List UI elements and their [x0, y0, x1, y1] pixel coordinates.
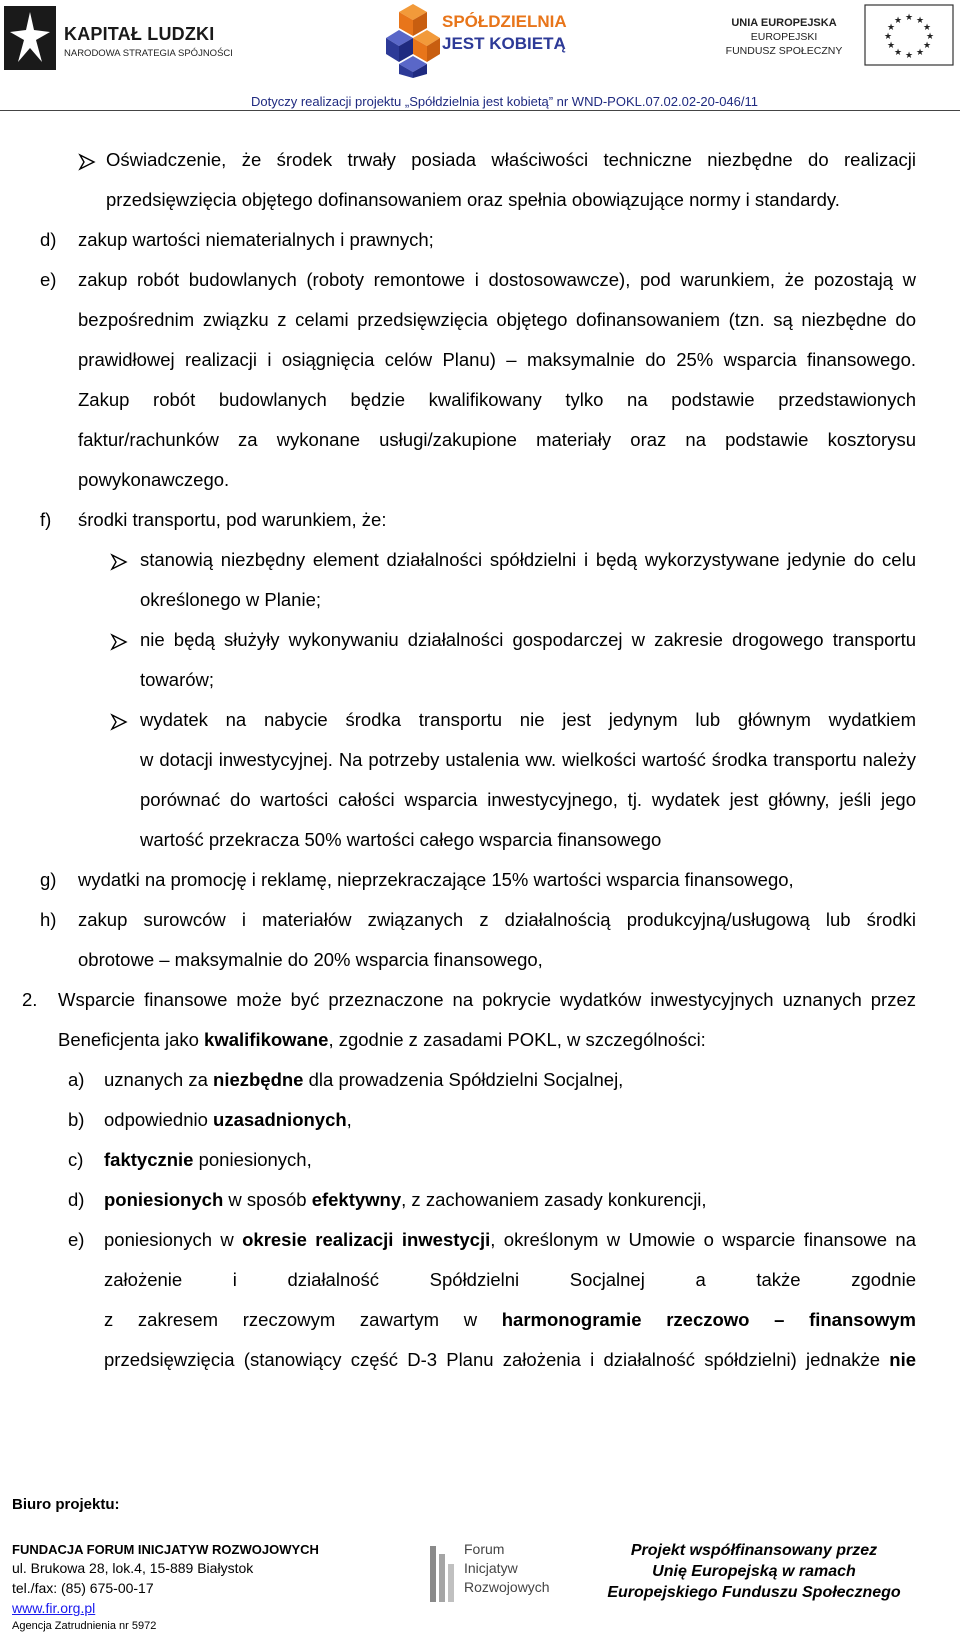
line-24-pre: uznanych za — [104, 1069, 214, 1090]
item-2b-label: b) — [68, 1109, 85, 1130]
line-27-mid: w sposób — [223, 1189, 312, 1210]
arrow-bullet-icon — [110, 553, 128, 571]
kapital-ludzki-subtitle: NARODOWA STRATEGIA SPÓJNOŚCI — [64, 48, 233, 59]
line-08: faktur/rachunków za wykonane usługi/zakupione materiały oraz na podstawie kosztorysu — [78, 429, 916, 450]
eu-flag-icon — [864, 4, 954, 66]
cofinancing-line3: Europejskiego Funduszu Społecznego — [607, 1584, 901, 1601]
spoldzielnia-cubes-icon — [386, 2, 440, 78]
fir-logo-icon — [428, 1544, 458, 1604]
line-15: wydatek na nabycie środka transportu nie jest jedynym lub głównym wydatkiem — [140, 709, 916, 730]
line-23 — [58, 1028, 706, 1052]
item-2a-label: a) — [68, 1069, 85, 1090]
item-2-label: 2. — [22, 989, 38, 1010]
item-2d-label: d) — [68, 1189, 85, 1210]
kapital-ludzki-star-icon — [4, 6, 56, 70]
item-g-label: g) — [40, 869, 57, 890]
line-31 — [104, 1348, 916, 1372]
page-footer — [0, 1496, 960, 1634]
line-10: środki transportu, pod warunkiem, że: — [78, 509, 387, 530]
spoldzielnia-title-line1: SPÓŁDZIELNIA — [442, 12, 567, 31]
line-25-bold: uzasadnionych — [213, 1109, 347, 1130]
line-30-pre: z zakresem rzeczowym zawartym w — [104, 1309, 502, 1330]
svg-text:★: ★ — [886, 22, 896, 32]
fir-line2: Inicjatyw — [464, 1560, 518, 1576]
spoldzielnia-logo — [386, 2, 586, 78]
item-f-label: f) — [40, 509, 52, 530]
footer-phone: tel./fax: (85) 675-00-17 — [12, 1580, 154, 1596]
line-19: wydatki na promocję i reklamę, nieprzekraczające 15% wartości wsparcia finansowego, — [78, 869, 794, 890]
item-h-label: h) — [40, 909, 57, 930]
eu-line1: UNIA EUROPEJSKA — [731, 17, 837, 29]
line-25-pre: odpowiednio — [104, 1109, 214, 1130]
line-24-post: dla prowadzenia Spółdzielni Socjalnej, — [303, 1069, 624, 1090]
line-23-pre: Beneficjenta jako — [58, 1029, 205, 1050]
svg-text:★: ★ — [922, 40, 932, 50]
line-17: porównać do wartości całości wsparcia inwestycyjnego, tj. wydatek jest główny, jeśli jego — [140, 789, 916, 810]
line-23-post: , zgodnie z zasadami POKL, w szczególności: — [328, 1029, 706, 1050]
item-2e-label: e) — [68, 1229, 85, 1250]
eu-text — [718, 16, 850, 58]
line-16: w dotacji inwestycyjnej. Na potrzeby ustalenia ww. wielkości wartość środka transportu należy — [140, 749, 916, 770]
line-26 — [104, 1148, 312, 1172]
line-26-bold: faktycznie — [104, 1149, 194, 1170]
cofinancing-line2: Unię Europejską w ramach — [652, 1563, 856, 1580]
svg-text:★: ★ — [915, 15, 925, 25]
line-27-bold: poniesionych — [104, 1189, 224, 1210]
line-03: zakup wartości niematerialnych i prawnych; — [78, 229, 434, 250]
line-28 — [104, 1228, 916, 1252]
svg-text:★: ★ — [893, 47, 903, 57]
cofinancing-line1: Projekt współfinansowany przez — [630, 1542, 878, 1559]
fir-logo-text — [464, 1540, 550, 1597]
item-2c-label: c) — [68, 1149, 84, 1170]
footer-website-link[interactable]: www.fir.org.pl — [12, 1600, 96, 1616]
page-header — [0, 0, 960, 110]
line-25 — [104, 1108, 352, 1132]
eu-line2: EUROPEJSKI — [750, 31, 818, 43]
kapital-ludzki-title: KAPITAŁ LUDZKI — [64, 24, 215, 44]
svg-text:★: ★ — [925, 31, 935, 41]
line-24 — [104, 1068, 623, 1092]
line-07: Zakup robót budowlanych będzie kwalifikowany tylko na podstawie przedstawionych — [78, 389, 916, 410]
line-31-pre: przedsięwzięcia (stanowiący część D-3 Planu założenia i działalność spółdzielni) jednakże — [104, 1349, 890, 1370]
line-14: towarów; — [140, 669, 215, 690]
eu-logo — [718, 4, 958, 70]
svg-text:★: ★ — [915, 47, 925, 57]
line-28-pre: poniesionych w — [104, 1229, 243, 1250]
footer-address: ul. Brukowa 28, lok.4, 15-889 Białystok — [12, 1560, 254, 1576]
project-reference: Dotyczy realizacji projektu „Spółdzielnia jest kobietą” nr WND-POKL.07.02.02-20-046/11 — [251, 94, 758, 109]
line-01: Oświadczenie, że środek trwały posiada właściwości techniczne niezbędne do realizacji — [106, 149, 916, 170]
footer-agency-number: Agencja Zatrudnienia nr 5972 — [12, 1620, 157, 1632]
fir-logo — [428, 1540, 568, 1610]
line-11: stanowią niezbędny element działalności spółdzielni i będą wykorzystywane jedynie do celu — [140, 549, 916, 570]
line-28-bold: okresie realizacji inwestycji — [242, 1229, 491, 1250]
footer-title: Biuro projektu: — [12, 1496, 120, 1513]
svg-text:★: ★ — [883, 31, 893, 41]
svg-text:★: ★ — [886, 40, 896, 50]
kapital-ludzki-logo — [4, 6, 233, 70]
line-23-bold: kwalifikowane — [204, 1029, 329, 1050]
line-18: wartość przekracza 50% wartości całego wsparcia finansowego — [140, 829, 662, 850]
svg-text:★: ★ — [893, 15, 903, 25]
line-27-post: , z zachowaniem zasady konkurencji, — [401, 1189, 707, 1210]
line-12: określonego w Planie; — [140, 589, 321, 610]
line-26-post: poniesionych, — [193, 1149, 312, 1170]
line-20: zakup surowców i materiałów związanych z działalnością produkcyjną/usługową lub środki — [78, 909, 916, 930]
line-21: obrotowe – maksymalnie do 20% wsparcia finansowego, — [78, 949, 543, 970]
line-09: powykonawczego. — [78, 469, 230, 490]
line-02: przedsięwzięcia objętego dofinansowaniem oraz spełnia obowiązujące normy i standardy. — [106, 189, 840, 210]
line-13: nie będą służyły wykonywaniu działalności gospodarczej w zakresie drogowego transportu — [140, 629, 916, 650]
line-27 — [104, 1188, 707, 1212]
line-24-bold: niezbędne — [213, 1069, 304, 1090]
fir-line3: Rozwojowych — [464, 1579, 550, 1595]
svg-text:★: ★ — [922, 22, 932, 32]
svg-text:★: ★ — [904, 12, 914, 22]
item-e-label: e) — [40, 269, 57, 290]
fir-line1: Forum — [464, 1541, 505, 1557]
line-30 — [104, 1308, 916, 1332]
line-25-post: , — [346, 1109, 352, 1130]
line-22: Wsparcie finansowe może być przeznaczone na pokrycie wydatków inwestycyjnych uznanych przez — [58, 989, 916, 1010]
line-28-post: , określonym w Umowie o wsparcie finansowe na — [490, 1229, 916, 1250]
footer-organization: FUNDACJA FORUM INICJATYW ROZWOJOWYCH — [12, 1542, 319, 1557]
line-05: bezpośrednim związku z celami przedsięwzięcia objętego dofinansowaniem (tzn. są niezbędne do — [78, 309, 916, 330]
svg-text:★: ★ — [904, 50, 914, 60]
arrow-bullet-icon — [110, 713, 128, 731]
header-divider — [0, 110, 960, 111]
line-31-bold: nie — [889, 1349, 916, 1370]
spoldzielnia-title-line2: JEST KOBIETĄ — [442, 34, 566, 53]
line-06: prawidłowej realizacji i osiągnięcia celów Planu) – maksymalnie do 25% wsparcia finansowego. — [78, 349, 916, 370]
item-d-label: d) — [40, 229, 57, 250]
eu-line3: FUNDUSZ SPOŁECZNY — [725, 45, 843, 57]
line-04: zakup robót budowlanych (roboty remontowe i dostosowawcze), pod warunkiem, że pozostają w — [78, 269, 916, 290]
arrow-bullet-icon — [78, 153, 96, 171]
line-27-bold2: efektywny — [311, 1189, 402, 1210]
arrow-bullet-icon — [110, 633, 128, 651]
line-30-bold: harmonogramie rzeczowo – finansowym — [501, 1309, 916, 1330]
line-29: założenie i działalność Spółdzielni Socjalnej a także zgodnie — [104, 1269, 916, 1290]
cofinancing-statement — [574, 1540, 934, 1603]
